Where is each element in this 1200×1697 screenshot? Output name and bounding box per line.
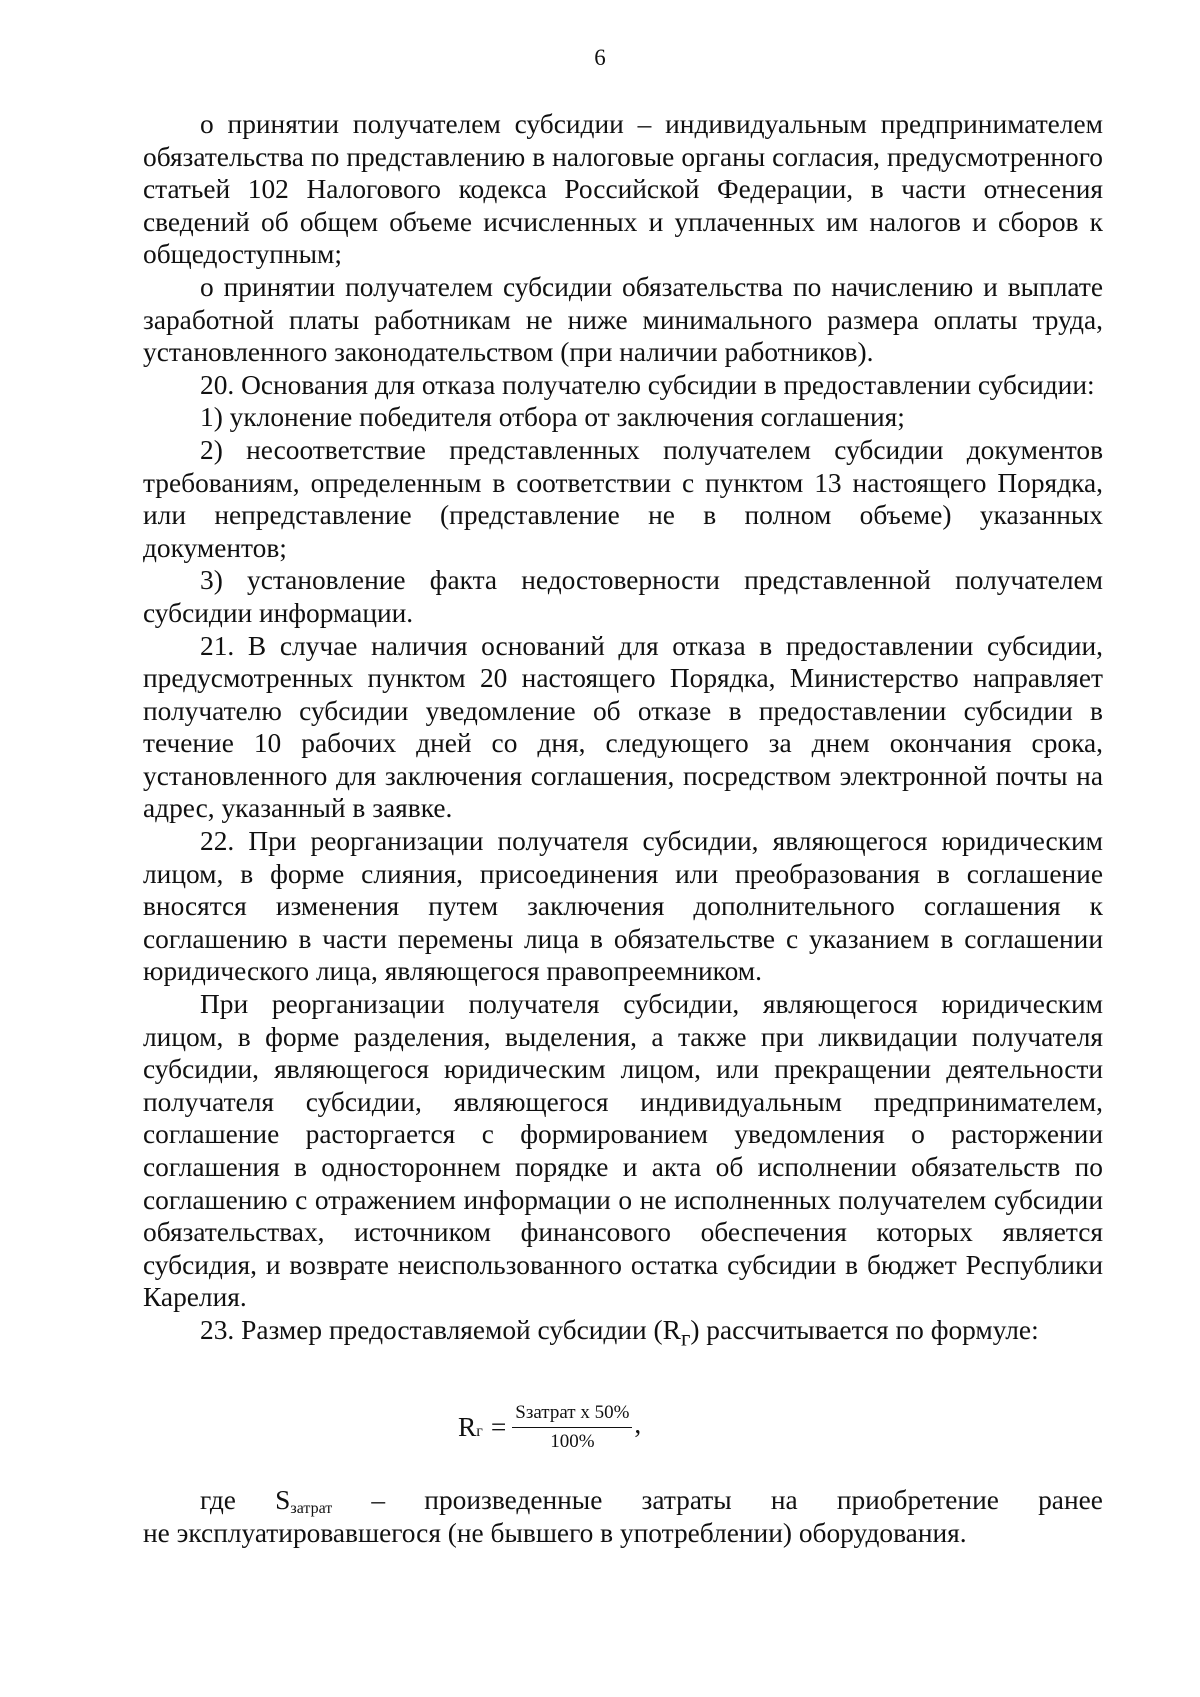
item23-subscript: г	[680, 1325, 691, 1351]
formula-denominator: 100%	[550, 1430, 595, 1452]
where-symbol	[275, 1484, 332, 1517]
explanation-line-2: не эксплуатировавшегося (не бывшего в употреблении) оборудования.	[143, 1517, 967, 1548]
item23-text-before: 23. Размер предоставляемой субсидии (R	[200, 1314, 681, 1345]
paragraph: 20. Основания для отказа получателю субсидии в предоставлении субсидии:	[200, 369, 1095, 400]
where-word: ранее	[1038, 1485, 1103, 1515]
where-symbol-letter: S	[275, 1485, 291, 1515]
formula-equals-sign: =	[490, 1411, 507, 1442]
where-dash: –	[371, 1485, 386, 1515]
paragraph: 21. В случае наличия оснований для отказа в предоставлении субсидии, предусмотренных пунктом 20 настоящего Порядка, Министерство направляет получателю субсидии уведомление об отказе в предоставлении субсидии в течение 10 рабочих дней со дня, следующего за днем окончания срока, установленного для заключения соглашения, посредством электронной почты на адрес, указанный в заявке.	[143, 630, 1103, 824]
formula-explanation	[143, 1484, 1103, 1549]
document-body	[143, 108, 1103, 1355]
formula-trailing-comma: ,	[634, 1408, 642, 1439]
paragraph: 3) установление факта недостоверности представленной получателем субсидии информации.	[143, 565, 1103, 628]
formula-fraction	[512, 1402, 632, 1453]
paragraph: При реорганизации получателя субсидии, являющегося юридическим лицом, в форме разделения, выделения, а также при ликвидации получателя субсидии, являющегося юридическим лицом, или прекращении деятельности получателя субсидии, являющегося индивидуальным предпринимателем, соглашение расторгается с формированием уведомления о расторжении соглашения в одностороннем порядке и акта об исполнении обязательств по соглашению с отражением информации о не исполненных получателем субсидии обязательствах, источником финансового обеспечения которых является субсидия, и возврате неиспользованного остатка субсидии в бюджет Республики Карелия.	[143, 989, 1103, 1313]
where-word: на	[770, 1485, 798, 1515]
formula-lhs-symbol: R	[458, 1411, 477, 1442]
paragraph: о принятии получателем субсидии обязательства по начислению и выплате заработной платы работникам не ниже минимального размера оплаты труда, установленного законодательством (при наличии работников).	[143, 271, 1103, 368]
where-word: произведенные	[424, 1485, 603, 1515]
explanation-line-1	[143, 1484, 1103, 1517]
formula-lhs: R г	[458, 1411, 483, 1442]
paragraph-item-23	[143, 1314, 1103, 1355]
paragraph: о принятии получателем субсидии – индивидуальным предпринимателем обязательства по представлению в налоговые органы согласия, предусмотренного статьей 102 Налогового кодекса Российской Федерации, в части отнесения сведений об общем объеме исчисленных и уплаченных им налогов и сборов к общедоступным;	[143, 109, 1103, 270]
item23-text-after: ) рассчитывается по формуле:	[690, 1314, 1039, 1345]
page-number: 6	[594, 45, 606, 70]
paragraph: 1) уклонение победителя отбора от заключения соглашения;	[200, 402, 905, 433]
where-word: затраты	[641, 1485, 732, 1515]
where-symbol-subscript: затрат	[290, 1500, 333, 1517]
subsidy-formula	[458, 1395, 641, 1459]
where-word: где	[200, 1485, 236, 1515]
where-word: приобретение	[836, 1485, 999, 1515]
paragraph: 22. При реорганизации получателя субсидии, являющегося юридическим лицом, в форме слияния, присоединения или преобразования в соглашение вносятся изменения путем заключения дополнительного соглашения к соглашению в части перемены лица в обязательстве с указанием в соглашении юридического лица, являющегося правопреемником.	[143, 826, 1103, 987]
formula-numerator: Sзатрат x 50%	[512, 1402, 632, 1428]
paragraph: 2) несоответствие представленных получателем субсидии документов требованиям, определенным в соответствии с пунктом 13 настоящего Порядка, или непредставление (представление не в полном объеме) указанных документов;	[143, 434, 1103, 563]
